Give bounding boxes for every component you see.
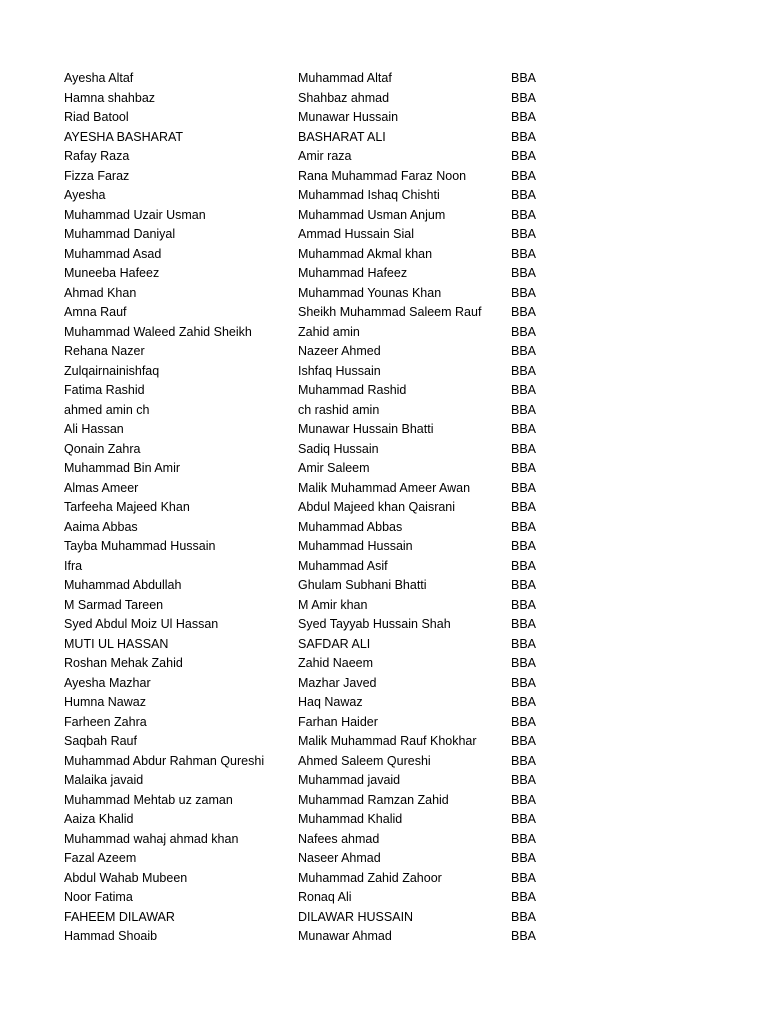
father-name: Muhammad Akmal khan bbox=[298, 246, 433, 261]
program-code: BBA bbox=[511, 519, 537, 534]
list-row bbox=[0, 752, 768, 772]
list-row bbox=[0, 206, 768, 226]
student-name: Malaika javaid bbox=[64, 773, 144, 787]
list-row bbox=[0, 557, 768, 577]
student-name: Noor Fatima bbox=[64, 890, 133, 904]
father-name: Zahid amin bbox=[298, 324, 360, 339]
student-name: Zulqairnainishfaq bbox=[64, 363, 160, 378]
program-code: BBA bbox=[511, 558, 537, 573]
student-name: Rafay Raza bbox=[64, 149, 130, 163]
program-code: BBA bbox=[511, 870, 537, 885]
father-name: Muhammad Abbas bbox=[298, 519, 403, 534]
program-code: BBA bbox=[511, 578, 537, 592]
program-code: BBA bbox=[511, 188, 537, 202]
student-name: Roshan Mehak Zahid bbox=[64, 656, 183, 670]
father-name: Munawar Hussain bbox=[298, 110, 399, 124]
program-code: BBA bbox=[511, 168, 537, 183]
list-row bbox=[0, 732, 768, 752]
student-name: MUTI UL HASSAN bbox=[64, 636, 169, 651]
list-row bbox=[0, 849, 768, 869]
program-code: BBA bbox=[511, 929, 537, 943]
father-name: Ammad Hussain Sial bbox=[298, 227, 415, 241]
student-name: Muhammad Bin Amir bbox=[64, 461, 181, 475]
program-code: BBA bbox=[511, 461, 537, 475]
student-name: Ayesha Altaf bbox=[64, 71, 134, 85]
student-name: M Sarmad Tareen bbox=[64, 597, 164, 612]
list-row bbox=[0, 674, 768, 694]
list-row bbox=[0, 167, 768, 187]
student-name: Muhammad wahaj ahmad khan bbox=[64, 831, 239, 846]
father-name: Muhammad Asif bbox=[298, 558, 388, 573]
father-name: Muhammad Ramzan Zahid bbox=[298, 792, 449, 807]
father-name: Ishfaq Hussain bbox=[298, 363, 381, 378]
list-row bbox=[0, 440, 768, 460]
student-name: Muhammad Abdur Rahman Qureshi bbox=[64, 753, 265, 768]
student-name: Tarfeeha Majeed Khan bbox=[64, 500, 190, 514]
father-name: Haq Nawaz bbox=[298, 695, 363, 709]
program-code: BBA bbox=[511, 500, 537, 514]
list-row bbox=[0, 362, 768, 382]
program-code: BBA bbox=[511, 149, 537, 163]
father-name: Malik Muhammad Ameer Awan bbox=[298, 480, 471, 495]
student-name: Humna Nawaz bbox=[64, 695, 146, 709]
list-row bbox=[0, 635, 768, 655]
student-name: Hamna shahbaz bbox=[64, 90, 156, 105]
student-name: Muhammad Abdullah bbox=[64, 578, 182, 592]
father-name: Muhammad Hafeez bbox=[298, 266, 408, 280]
student-name: Muhammad Mehtab uz zaman bbox=[64, 792, 233, 807]
student-name: Ali Hassan bbox=[64, 422, 124, 436]
student-name: Riad Batool bbox=[64, 110, 129, 124]
program-code: BBA bbox=[511, 285, 537, 300]
father-name: DILAWAR HUSSAIN bbox=[298, 909, 414, 924]
program-code: BBA bbox=[511, 383, 537, 397]
program-code: BBA bbox=[511, 656, 537, 670]
list-row bbox=[0, 381, 768, 401]
program-code: BBA bbox=[511, 617, 537, 631]
student-name: Muhammad Daniyal bbox=[64, 227, 176, 241]
list-row bbox=[0, 908, 768, 928]
father-name: Malik Muhammad Rauf Khokhar bbox=[298, 734, 477, 748]
student-name: Rehana Nazer bbox=[64, 344, 145, 358]
list-row bbox=[0, 342, 768, 362]
student-name: Amna Rauf bbox=[64, 305, 127, 319]
student-name: Muhammad Waleed Zahid Sheikh bbox=[64, 324, 252, 339]
student-name: Abdul Wahab Mubeen bbox=[64, 870, 188, 885]
student-name: Ayesha Mazhar bbox=[64, 675, 151, 690]
father-name: Muhammad Hussain bbox=[298, 539, 413, 553]
list-row bbox=[0, 284, 768, 304]
list-row bbox=[0, 791, 768, 811]
program-code: BBA bbox=[511, 422, 537, 436]
list-row bbox=[0, 830, 768, 850]
list-row bbox=[0, 69, 768, 89]
program-code: BBA bbox=[511, 480, 537, 495]
student-name: Fatima Rashid bbox=[64, 383, 145, 397]
list-row bbox=[0, 303, 768, 323]
list-row bbox=[0, 225, 768, 245]
father-name: Ghulam Subhani Bhatti bbox=[298, 578, 427, 592]
list-row bbox=[0, 810, 768, 830]
student-list bbox=[0, 69, 768, 947]
student-name: FAHEEM DILAWAR bbox=[64, 909, 175, 924]
list-row bbox=[0, 323, 768, 343]
program-code: BBA bbox=[511, 266, 537, 280]
father-name: Muhammad Rashid bbox=[298, 383, 407, 397]
student-name: Hammad Shoaib bbox=[64, 929, 158, 943]
father-name: Ronaq Ali bbox=[298, 890, 352, 904]
list-row bbox=[0, 108, 768, 128]
program-code: BBA bbox=[511, 890, 537, 904]
student-name: Fazal Azeem bbox=[64, 851, 137, 865]
father-name: M Amir khan bbox=[298, 597, 368, 612]
student-name: Aaima Abbas bbox=[64, 519, 138, 534]
list-row bbox=[0, 245, 768, 265]
student-name: Ifra bbox=[64, 558, 83, 573]
father-name: Nafees ahmad bbox=[298, 831, 380, 846]
program-code: BBA bbox=[511, 363, 537, 378]
list-row bbox=[0, 693, 768, 713]
student-name: Ayesha bbox=[64, 188, 106, 202]
student-name: Farheen Zahra bbox=[64, 714, 147, 729]
program-code: BBA bbox=[511, 441, 537, 456]
father-name: Sadiq Hussain bbox=[298, 441, 379, 456]
father-name: Muhammad Younas Khan bbox=[298, 285, 442, 300]
program-code: BBA bbox=[511, 675, 537, 690]
student-name: Tayba Muhammad Hussain bbox=[64, 539, 216, 553]
program-code: BBA bbox=[511, 90, 537, 105]
program-code: BBA bbox=[511, 831, 537, 846]
student-name: Almas Ameer bbox=[64, 480, 139, 495]
father-name: ch rashid amin bbox=[298, 402, 380, 417]
program-code: BBA bbox=[511, 129, 537, 144]
program-code: BBA bbox=[511, 402, 537, 417]
program-code: BBA bbox=[511, 753, 537, 768]
list-row bbox=[0, 89, 768, 109]
list-row bbox=[0, 615, 768, 635]
list-row bbox=[0, 401, 768, 421]
program-code: BBA bbox=[511, 539, 537, 553]
list-row bbox=[0, 927, 768, 947]
list-row bbox=[0, 537, 768, 557]
father-name: Syed Tayyab Hussain Shah bbox=[298, 617, 451, 631]
father-name: Mazhar Javed bbox=[298, 675, 377, 690]
program-code: BBA bbox=[511, 636, 537, 651]
program-code: BBA bbox=[511, 773, 537, 787]
father-name: Muhammad Altaf bbox=[298, 71, 392, 85]
father-name: BASHARAT ALI bbox=[298, 129, 386, 144]
program-code: BBA bbox=[511, 714, 537, 729]
father-name: Muhammad Khalid bbox=[298, 812, 403, 826]
list-row bbox=[0, 186, 768, 206]
father-name: Zahid Naeem bbox=[298, 656, 374, 670]
father-name: Rana Muhammad Faraz Noon bbox=[298, 168, 467, 183]
student-name: Muhammad Asad bbox=[64, 246, 162, 261]
list-row bbox=[0, 479, 768, 499]
list-row bbox=[0, 576, 768, 596]
father-name: Naseer Ahmad bbox=[298, 851, 381, 865]
student-name: Muhammad Uzair Usman bbox=[64, 207, 206, 222]
list-row bbox=[0, 869, 768, 889]
program-code: BBA bbox=[511, 851, 537, 865]
program-code: BBA bbox=[511, 246, 537, 261]
student-name: Qonain Zahra bbox=[64, 441, 141, 456]
father-name: Ahmed Saleem Qureshi bbox=[298, 753, 431, 768]
list-row bbox=[0, 147, 768, 167]
program-code: BBA bbox=[511, 324, 537, 339]
list-row bbox=[0, 420, 768, 440]
student-name: Aaiza Khalid bbox=[64, 812, 134, 826]
father-name: Munawar Hussain Bhatti bbox=[298, 422, 434, 436]
father-name: Sheikh Muhammad Saleem Rauf bbox=[298, 305, 482, 319]
list-row bbox=[0, 771, 768, 791]
program-code: BBA bbox=[511, 71, 537, 85]
father-name: Shahbaz ahmad bbox=[298, 90, 390, 105]
program-code: BBA bbox=[511, 227, 537, 241]
student-name: Ahmad Khan bbox=[64, 285, 137, 300]
program-code: BBA bbox=[511, 305, 537, 319]
father-name: Muhammad Ishaq Chishti bbox=[298, 188, 440, 202]
father-name: Muhammad javaid bbox=[298, 773, 401, 787]
father-name: SAFDAR ALI bbox=[298, 636, 371, 651]
student-name: Saqbah Rauf bbox=[64, 734, 137, 748]
list-row bbox=[0, 128, 768, 148]
list-row bbox=[0, 888, 768, 908]
program-code: BBA bbox=[511, 207, 537, 222]
program-code: BBA bbox=[511, 734, 537, 748]
father-name: Muhammad Usman Anjum bbox=[298, 207, 446, 222]
father-name: Nazeer Ahmed bbox=[298, 344, 381, 358]
program-code: BBA bbox=[511, 812, 537, 826]
father-name: Munawar Ahmad bbox=[298, 929, 392, 943]
student-name: Fizza Faraz bbox=[64, 168, 130, 183]
father-name: Farhan Haider bbox=[298, 714, 378, 729]
student-name: ahmed amin ch bbox=[64, 402, 150, 417]
list-row bbox=[0, 264, 768, 284]
student-name: AYESHA BASHARAT bbox=[64, 129, 184, 144]
list-row bbox=[0, 498, 768, 518]
list-row bbox=[0, 654, 768, 674]
program-code: BBA bbox=[511, 344, 537, 358]
list-row bbox=[0, 596, 768, 616]
list-row bbox=[0, 459, 768, 479]
program-code: BBA bbox=[511, 695, 537, 709]
list-row bbox=[0, 518, 768, 538]
program-code: BBA bbox=[511, 909, 537, 924]
list-row bbox=[0, 713, 768, 733]
program-code: BBA bbox=[511, 597, 537, 612]
program-code: BBA bbox=[511, 792, 537, 807]
father-name: Abdul Majeed khan Qaisrani bbox=[298, 500, 456, 514]
father-name: Amir Saleem bbox=[298, 461, 370, 475]
program-code: BBA bbox=[511, 110, 537, 124]
father-name: Amir raza bbox=[298, 149, 352, 163]
father-name: Muhammad Zahid Zahoor bbox=[298, 870, 442, 885]
student-name: Muneeba Hafeez bbox=[64, 266, 160, 280]
student-name: Syed Abdul Moiz Ul Hassan bbox=[64, 617, 219, 631]
